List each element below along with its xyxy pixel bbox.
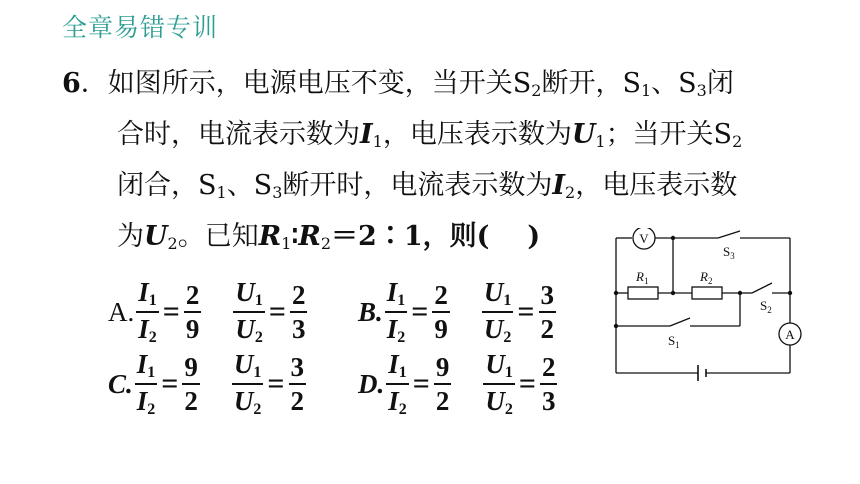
resistor-r2 [692, 287, 722, 299]
s3-label: $S_3$ [723, 244, 735, 261]
question-number: 6 [62, 68, 81, 99]
ammeter-label: A [785, 327, 795, 342]
voltmeter-label: V [639, 231, 649, 246]
question-line-1: 6．如图所示，电源电压不变，当开关$S_2$断开，$S_1$、$S_3$闭 [62, 68, 734, 100]
r1-label: $R_1$ [636, 269, 649, 286]
question-line-2: 合时，电流表示数为$I_1$，电压表示数为$U_1$；当开关$S_2$ [117, 119, 743, 151]
option-b[interactable]: B. $\frac{I_1}{I_2}$ = $\frac{2}{9}$ $\frac{U_1}{U_2}$ = $\frac{3}{2}$ [358, 277, 554, 346]
battery-icon [698, 365, 706, 381]
resistor-r1 [628, 287, 658, 299]
circuit-diagram [600, 228, 810, 384]
question-line-3: 闭合，$S_1$、$S_3$断开时，电流表示数为$I_2$，电压表示数 [117, 170, 738, 202]
r2-label: $R_2$ [700, 269, 713, 286]
option-c[interactable]: C. $\frac{I_1}{I_2}$ = $\frac{9}{2}$ $\frac{U_1}{U_2}$ = $\frac{3}{2}$ [108, 349, 304, 418]
s2-label: $S_2$ [760, 298, 772, 315]
s1-label: $S_1$ [668, 333, 680, 350]
option-d[interactable]: D. $\frac{I_1}{I_2}$ = $\frac{9}{2}$ $\frac{U_1}{U_2}$ = $\frac{2}{3}$ [358, 349, 556, 418]
question-line-4: 为$U_2$。已知$R_1∶R_2=2∶1$，则( ) [117, 221, 541, 253]
option-a[interactable]: A. $\frac{I_1}{I_2}$ = $\frac{2}{9}$ $\frac{U_1}{U_2}$ = $\frac{2}{3}$ [108, 277, 306, 346]
page-header: 全章易错专训 [62, 13, 219, 42]
